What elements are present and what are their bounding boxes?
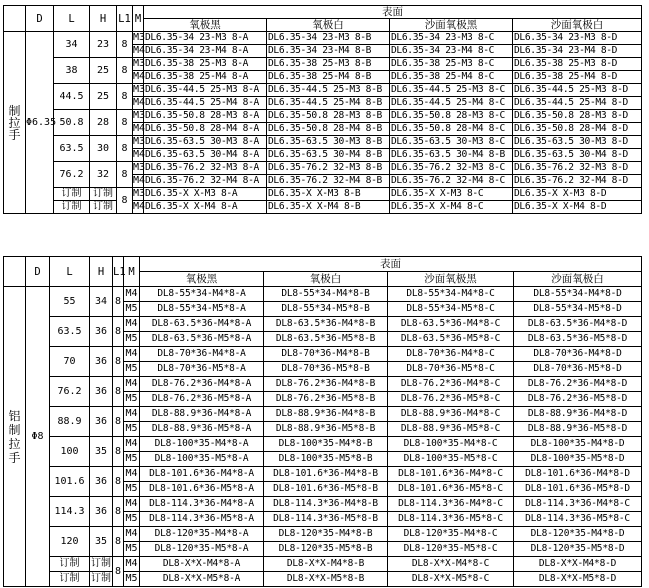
header-row bbox=[4, 6, 642, 19]
height-cell: 36 bbox=[90, 377, 113, 407]
custom-row bbox=[4, 572, 642, 587]
part-code: DL6.35-50.8 28-M3 8-B bbox=[267, 110, 390, 123]
l1-cell: 8 bbox=[117, 58, 133, 84]
height-cell: 32 bbox=[90, 162, 117, 188]
part-code: DL6.35-44.5 25-M3 8-A bbox=[144, 84, 267, 97]
part-code: DL8-88.9*36-M5*8-C bbox=[388, 422, 514, 437]
thread-cell: M4 bbox=[124, 347, 140, 362]
part-code: DL8-X*X-M4*8-C bbox=[388, 557, 514, 572]
header-finish: 沙面氧极黑 bbox=[390, 19, 513, 32]
part-code: DL6.35-50.8 28-M3 8-C bbox=[390, 110, 513, 123]
part-code: DL8-63.5*36-M5*8-D bbox=[514, 332, 642, 347]
header-d: D bbox=[26, 257, 50, 287]
length-cell: 63.5 bbox=[50, 317, 90, 347]
thread-cell: M4 bbox=[124, 467, 140, 482]
category-label: 制拉手 bbox=[4, 32, 26, 214]
part-code: DL8-63.5*36-M5*8-B bbox=[264, 332, 388, 347]
thread-cell: M4 bbox=[133, 149, 146, 160]
l1-cell: 8 bbox=[113, 557, 124, 587]
height-cell: 30 bbox=[90, 136, 117, 162]
part-code: DL8-55*34-M4*8-D bbox=[514, 287, 642, 302]
table-row bbox=[4, 437, 642, 452]
header-finish: 氧极黑 bbox=[144, 19, 267, 32]
part-code: DL6.35-76.2 32-M4 8-A bbox=[144, 175, 267, 188]
part-code: DL8-88.9*36-M4*8-D bbox=[514, 407, 642, 422]
thread-cell: M5 bbox=[124, 542, 140, 557]
part-code: DL6.35-76.2 32-M3 8-B bbox=[267, 162, 390, 175]
part-code: DL6.35-38 25-M4 8-D bbox=[513, 71, 642, 84]
thread-cell: M3 bbox=[133, 162, 146, 173]
part-code: DL6.35-34 23-M4 8-A bbox=[144, 45, 267, 58]
l1-cell: 8 bbox=[117, 32, 133, 58]
thread-cell: M5 bbox=[124, 512, 140, 527]
part-code: DL6.35-44.5 25-M3 8-C bbox=[390, 84, 513, 97]
part-code: DL6.35-44.5 25-M4 8-B bbox=[267, 97, 390, 110]
part-code: DL8-70*36-M4*8-C bbox=[388, 347, 514, 362]
part-code: DL6.35-38 25-M3 8-A bbox=[144, 58, 267, 71]
part-code: DL6.35-63.5 30-M4 8-D bbox=[513, 149, 642, 162]
part-code: DL6.35-63.5 30-M3 8-D bbox=[513, 136, 642, 149]
part-code: DL8-76.2*36-M5*8-B bbox=[264, 392, 388, 407]
part-code: DL8-X*X-M5*8-C bbox=[388, 572, 514, 587]
length-cell: 114.3 bbox=[50, 497, 90, 527]
part-code: DL8-114.3*36-M4*8-C bbox=[388, 497, 514, 512]
header-row bbox=[4, 257, 642, 272]
category-label: 铝制拉手 bbox=[4, 287, 26, 587]
corner-cell bbox=[4, 6, 26, 32]
part-code: DL8-114.3*36-M5*8-C bbox=[388, 512, 514, 527]
thread-cell: M5 bbox=[124, 392, 140, 407]
part-code: DL8-100*35-M4*8-C bbox=[388, 437, 514, 452]
thread-cell: M5 bbox=[124, 572, 140, 587]
part-code: DL8-55*34-M4*8-A bbox=[140, 287, 264, 302]
part-code: DL8-120*35-M5*8-B bbox=[264, 542, 388, 557]
custom-length-cell: 订制 bbox=[50, 557, 90, 572]
part-code: DL6.35-38 25-M4 8-B bbox=[267, 71, 390, 84]
header-l: L bbox=[54, 6, 90, 32]
part-code: DL6.35-34 23-M3 8-D bbox=[513, 32, 642, 45]
thread-cell: M4 bbox=[133, 45, 146, 56]
table-separator bbox=[0, 232, 649, 254]
part-code: DL8-101.6*36-M5*8-D bbox=[514, 482, 642, 497]
part-code: DL8-63.5*36-M4*8-B bbox=[264, 317, 388, 332]
part-code: DL8-63.5*36-M5*8-A bbox=[140, 332, 264, 347]
thread-cell: M4 bbox=[124, 497, 140, 512]
header-l1: L1 bbox=[117, 6, 133, 32]
part-code: DL6.35-X X-M4 8-A bbox=[144, 201, 267, 214]
part-code: DL8-101.6*36-M4*8-B bbox=[264, 467, 388, 482]
table-row bbox=[4, 110, 642, 123]
header-finish: 氧极白 bbox=[264, 272, 388, 287]
length-cell: 44.5 bbox=[54, 84, 90, 110]
part-code: DL6.35-63.5 30-M4 8-A bbox=[144, 149, 267, 162]
thread-cell: M4 bbox=[124, 527, 140, 542]
part-code: DL6.35-50.8 28-M4 8-A bbox=[144, 123, 267, 136]
part-code: DL8-88.9*36-M5*8-B bbox=[264, 422, 388, 437]
table-row bbox=[4, 377, 642, 392]
part-code: DL8-76.2*36-M5*8-A bbox=[140, 392, 264, 407]
thread-cell: M4 bbox=[124, 557, 140, 572]
part-code: DL8-76.2*36-M5*8-C bbox=[388, 392, 514, 407]
part-code: DL8-X*X-M4*8-B bbox=[264, 557, 388, 572]
diameter-cell: Φ6.35 bbox=[26, 32, 54, 214]
part-code: DL8-88.9*36-M4*8-C bbox=[388, 407, 514, 422]
length-cell: 100 bbox=[50, 437, 90, 467]
length-cell: 55 bbox=[50, 287, 90, 317]
part-code: DL6.35-76.2 32-M3 8-D bbox=[513, 162, 642, 175]
part-code: DL8-70*36-M5*8-B bbox=[264, 362, 388, 377]
thread-cell: M4 bbox=[124, 377, 140, 392]
l1-cell: 8 bbox=[113, 497, 124, 527]
length-cell: 70 bbox=[50, 347, 90, 377]
part-code: DL6.35-38 25-M3 8-C bbox=[390, 58, 513, 71]
l1-cell: 8 bbox=[113, 467, 124, 497]
part-code: DL8-70*36-M5*8-A bbox=[140, 362, 264, 377]
length-cell: 88.9 bbox=[50, 407, 90, 437]
spec-table-6-35 bbox=[3, 5, 642, 214]
header-l: L bbox=[50, 257, 90, 287]
l1-cell: 8 bbox=[113, 527, 124, 557]
height-cell: 36 bbox=[90, 467, 113, 497]
header-finish: 沙面氧极白 bbox=[514, 272, 642, 287]
part-code: DL8-X*X-M5*8-B bbox=[264, 572, 388, 587]
l1-cell: 8 bbox=[117, 136, 133, 162]
part-code: DL8-120*35-M4*8-A bbox=[140, 527, 264, 542]
part-code: DL8-X*X-M4*8-D bbox=[514, 557, 642, 572]
thread-cell: M4 bbox=[133, 97, 146, 108]
part-code: DL8-55*34-M5*8-C bbox=[388, 302, 514, 317]
length-cell: 50.8 bbox=[54, 110, 90, 136]
part-code: DL8-120*35-M4*8-B bbox=[264, 527, 388, 542]
part-code: DL8-88.9*36-M4*8-B bbox=[264, 407, 388, 422]
part-code: DL8-100*35-M5*8-C bbox=[388, 452, 514, 467]
diameter-cell: Φ8 bbox=[26, 287, 50, 587]
thread-cell: M5 bbox=[124, 332, 140, 347]
thread-cell: M3 bbox=[133, 188, 146, 199]
part-code: DL8-114.3*36-M5*8-C bbox=[514, 512, 642, 527]
part-code: DL6.35-50.8 28-M3 8-D bbox=[513, 110, 642, 123]
part-code: DL8-63.5*36-M4*8-C bbox=[388, 317, 514, 332]
header-h: H bbox=[90, 6, 117, 32]
height-cell: 25 bbox=[90, 84, 117, 110]
header-finish: 沙面氧极白 bbox=[513, 19, 642, 32]
part-code: DL6.35-X X-M4 8-B bbox=[267, 201, 390, 214]
table-row bbox=[4, 347, 642, 362]
part-code: DL8-55*34-M5*8-B bbox=[264, 302, 388, 317]
table-row bbox=[4, 58, 642, 71]
part-code: DL8-55*34-M4*8-C bbox=[388, 287, 514, 302]
spec-table-8 bbox=[3, 256, 642, 587]
table-row bbox=[4, 84, 642, 97]
thread-cell: M4 bbox=[124, 287, 140, 302]
part-code: DL8-55*34-M5*8-D bbox=[514, 302, 642, 317]
part-code: DL8-101.6*36-M5*8-B bbox=[264, 482, 388, 497]
part-code: DL6.35-34 23-M4 8-B bbox=[267, 45, 390, 58]
thread-cell: M4 bbox=[133, 175, 146, 186]
height-cell: 28 bbox=[90, 110, 117, 136]
table-row bbox=[4, 497, 642, 512]
thread-cell: M5 bbox=[124, 422, 140, 437]
table-row bbox=[4, 467, 642, 482]
part-code: DL6.35-76.2 32-M3 8-A bbox=[144, 162, 267, 175]
part-code: DL6.35-38 25-M3 8-D bbox=[513, 58, 642, 71]
part-code: DL8-X*X-M5*8-A bbox=[140, 572, 264, 587]
part-code: DL8-114.3*36-M5*8-A bbox=[140, 512, 264, 527]
part-code: DL6.35-44.5 25-M4 8-C bbox=[390, 97, 513, 110]
part-code: DL8-101.6*36-M4*8-A bbox=[140, 467, 264, 482]
part-code: DL8-76.2*36-M4*8-D bbox=[514, 377, 642, 392]
part-code: DL8-X*X-M5*8-D bbox=[514, 572, 642, 587]
length-cell: 120 bbox=[50, 527, 90, 557]
length-cell: 76.2 bbox=[54, 162, 90, 188]
l1-cell: 8 bbox=[117, 110, 133, 136]
thread-cell: M4 bbox=[133, 123, 146, 134]
part-code: DL6.35-50.8 28-M4 8-B bbox=[267, 123, 390, 136]
custom-length-cell: 订制 bbox=[54, 201, 90, 214]
part-code: DL6.35-X X-M3 8-B bbox=[267, 188, 390, 201]
part-code: DL8-100*35-M4*8-D bbox=[514, 437, 642, 452]
part-code: DL6.35-X X-M4 8-D bbox=[513, 201, 642, 214]
part-code: DL8-76.2*36-M5*8-D bbox=[514, 392, 642, 407]
custom-length-cell: 订制 bbox=[50, 572, 90, 587]
header-h: H bbox=[90, 257, 113, 287]
part-code: DL6.35-76.2 32-M4 8-B bbox=[267, 175, 390, 188]
l1-cell: 8 bbox=[117, 188, 133, 214]
part-code: DL8-101.6*36-M4*8-D bbox=[514, 467, 642, 482]
table-row bbox=[4, 407, 642, 422]
part-code: DL8-100*35-M5*8-A bbox=[140, 452, 264, 467]
part-code: DL8-76.2*36-M4*8-B bbox=[264, 377, 388, 392]
thread-cell: M3 bbox=[133, 136, 146, 147]
height-cell: 35 bbox=[90, 527, 113, 557]
custom-height-cell: 订制 bbox=[90, 572, 113, 587]
part-code: DL8-X*X-M4*8-A bbox=[140, 557, 264, 572]
header-d: D bbox=[26, 6, 54, 32]
part-code: DL6.35-34 23-M3 8-A bbox=[144, 32, 267, 45]
header-finish: 沙面氧极黑 bbox=[388, 272, 514, 287]
thread-cell: M3 bbox=[133, 110, 146, 121]
table-row bbox=[4, 136, 642, 149]
part-code: DL6.35-34 23-M4 8-D bbox=[513, 45, 642, 58]
part-code: DL6.35-44.5 25-M3 8-B bbox=[267, 84, 390, 97]
table-row bbox=[4, 162, 642, 175]
part-code: DL8-63.5*36-M4*8-A bbox=[140, 317, 264, 332]
part-code: DL8-120*35-M5*8-A bbox=[140, 542, 264, 557]
part-code: DL8-120*35-M4*8-C bbox=[388, 527, 514, 542]
header-finish: 氧极黑 bbox=[140, 272, 264, 287]
part-code: DL8-100*35-M4*8-A bbox=[140, 437, 264, 452]
part-code: DL8-70*36-M5*8-C bbox=[388, 362, 514, 377]
height-cell: 36 bbox=[90, 317, 113, 347]
thread-cell: M3 bbox=[133, 58, 146, 69]
l1-cell: 8 bbox=[117, 162, 133, 188]
part-code: DL8-70*36-M4*8-A bbox=[140, 347, 264, 362]
part-code: DL6.35-63.5 30-M4 8-B bbox=[390, 149, 513, 162]
thread-cell: M4 bbox=[133, 71, 146, 82]
part-code: DL6.35-50.8 28-M3 8-A bbox=[144, 110, 267, 123]
height-cell: 23 bbox=[90, 32, 117, 58]
length-cell: 63.5 bbox=[54, 136, 90, 162]
l1-cell: 8 bbox=[113, 287, 124, 317]
height-cell: 36 bbox=[90, 407, 113, 437]
thread-cell: M5 bbox=[124, 362, 140, 377]
custom-height-cell: 订制 bbox=[90, 188, 117, 201]
thread-cell: M5 bbox=[124, 482, 140, 497]
part-code: DL6.35-34 23-M4 8-C bbox=[390, 45, 513, 58]
part-code: DL8-100*35-M4*8-B bbox=[264, 437, 388, 452]
l1-cell: 8 bbox=[113, 437, 124, 467]
custom-height-cell: 订制 bbox=[90, 557, 113, 572]
part-code: DL8-70*36-M5*8-D bbox=[514, 362, 642, 377]
part-code: DL8-114.3*36-M5*8-B bbox=[264, 512, 388, 527]
part-code: DL6.35-X X-M3 8-A bbox=[144, 188, 267, 201]
length-cell: 34 bbox=[54, 32, 90, 58]
part-code: DL8-88.9*36-M5*8-D bbox=[514, 422, 642, 437]
custom-row bbox=[4, 201, 642, 214]
part-code: DL8-114.3*36-M4*8-C bbox=[514, 497, 642, 512]
thread-cell: M4 bbox=[133, 201, 146, 212]
height-cell: 35 bbox=[90, 437, 113, 467]
part-code: DL8-70*36-M4*8-D bbox=[514, 347, 642, 362]
part-code: DL6.35-63.5 30-M3 8-C bbox=[390, 136, 513, 149]
thread-cell: M4 bbox=[124, 437, 140, 452]
part-code: DL8-76.2*36-M4*8-A bbox=[140, 377, 264, 392]
height-cell: 25 bbox=[90, 58, 117, 84]
part-code: DL6.35-34 23-M3 8-C bbox=[390, 32, 513, 45]
part-code: DL8-114.3*36-M4*8-A bbox=[140, 497, 264, 512]
header-m: M bbox=[133, 6, 144, 32]
part-code: DL6.35-X X-M4 8-C bbox=[390, 201, 513, 214]
header-surface: 表面 bbox=[144, 6, 642, 19]
part-code: DL8-70*36-M4*8-B bbox=[264, 347, 388, 362]
part-code: DL8-100*35-M5*8-D bbox=[514, 452, 642, 467]
part-code: DL8-100*35-M5*8-B bbox=[264, 452, 388, 467]
part-code: DL8-55*34-M4*8-B bbox=[264, 287, 388, 302]
part-code: DL8-63.5*36-M5*8-C bbox=[388, 332, 514, 347]
part-code: DL8-88.9*36-M4*8-A bbox=[140, 407, 264, 422]
header-m: M bbox=[124, 257, 140, 287]
header-l1: L1 bbox=[113, 257, 124, 287]
thread-cell: M3 bbox=[133, 32, 146, 43]
thread-cell: M4 bbox=[124, 317, 140, 332]
custom-row bbox=[4, 188, 642, 201]
part-code: DL6.35-X X-M3 8-D bbox=[513, 188, 642, 201]
part-code: DL6.35-50.8 28-M4 8-C bbox=[390, 123, 513, 136]
part-code: DL8-55*34-M5*8-A bbox=[140, 302, 264, 317]
part-code: DL8-88.9*36-M5*8-A bbox=[140, 422, 264, 437]
part-code: DL8-63.5*36-M4*8-D bbox=[514, 317, 642, 332]
part-code: DL8-101.6*36-M5*8-C bbox=[388, 482, 514, 497]
part-code: DL6.35-63.5 30-M4 8-B bbox=[267, 149, 390, 162]
height-cell: 36 bbox=[90, 347, 113, 377]
custom-row bbox=[4, 557, 642, 572]
length-cell: 76.2 bbox=[50, 377, 90, 407]
thread-cell: M3 bbox=[133, 84, 146, 95]
part-code: DL6.35-38 25-M4 8-A bbox=[144, 71, 267, 84]
part-code: DL6.35-76.2 32-M3 8-C bbox=[390, 162, 513, 175]
part-code: DL8-101.6*36-M4*8-C bbox=[388, 467, 514, 482]
l1-cell: 8 bbox=[113, 317, 124, 347]
part-code: DL8-120*35-M5*8-D bbox=[514, 542, 642, 557]
part-code: DL8-114.3*36-M4*8-B bbox=[264, 497, 388, 512]
l1-cell: 8 bbox=[113, 347, 124, 377]
height-cell: 36 bbox=[90, 497, 113, 527]
part-code: DL6.35-X X-M3 8-C bbox=[390, 188, 513, 201]
thread-cell: M4 bbox=[124, 407, 140, 422]
table-row bbox=[4, 287, 642, 302]
thread-cell: M5 bbox=[124, 302, 140, 317]
height-cell: 34 bbox=[90, 287, 113, 317]
part-code: DL6.35-63.5 30-M3 8-B bbox=[267, 136, 390, 149]
part-code: DL6.35-34 23-M3 8-B bbox=[267, 32, 390, 45]
part-code: DL8-120*35-M4*8-D bbox=[514, 527, 642, 542]
table-row bbox=[4, 527, 642, 542]
header-surface: 表面 bbox=[140, 257, 642, 272]
part-code: DL6.35-63.5 30-M3 8-A bbox=[144, 136, 267, 149]
l1-cell: 8 bbox=[113, 377, 124, 407]
part-code: DL8-76.2*36-M4*8-C bbox=[388, 377, 514, 392]
length-cell: 38 bbox=[54, 58, 90, 84]
part-code: DL6.35-44.5 25-M3 8-D bbox=[513, 84, 642, 97]
custom-length-cell: 订制 bbox=[54, 188, 90, 201]
part-code: DL6.35-38 25-M3 8-B bbox=[267, 58, 390, 71]
part-code: DL6.35-44.5 25-M4 8-D bbox=[513, 97, 642, 110]
custom-height-cell: 订制 bbox=[90, 201, 117, 214]
thread-cell: M5 bbox=[124, 452, 140, 467]
corner-cell bbox=[4, 257, 26, 287]
l1-cell: 8 bbox=[113, 407, 124, 437]
part-code: DL6.35-50.8 28-M4 8-D bbox=[513, 123, 642, 136]
part-code: DL6.35-76.2 32-M4 8-D bbox=[513, 175, 642, 188]
part-code: DL8-120*35-M5*8-C bbox=[388, 542, 514, 557]
part-code: DL6.35-38 25-M4 8-C bbox=[390, 71, 513, 84]
part-code: DL6.35-44.5 25-M4 8-A bbox=[144, 97, 267, 110]
l1-cell: 8 bbox=[117, 84, 133, 110]
table-row bbox=[4, 317, 642, 332]
part-code: DL6.35-76.2 32-M4 8-C bbox=[390, 175, 513, 188]
table-row bbox=[4, 32, 642, 45]
length-cell: 101.6 bbox=[50, 467, 90, 497]
header-finish: 氧极白 bbox=[267, 19, 390, 32]
part-code: DL8-101.6*36-M5*8-A bbox=[140, 482, 264, 497]
